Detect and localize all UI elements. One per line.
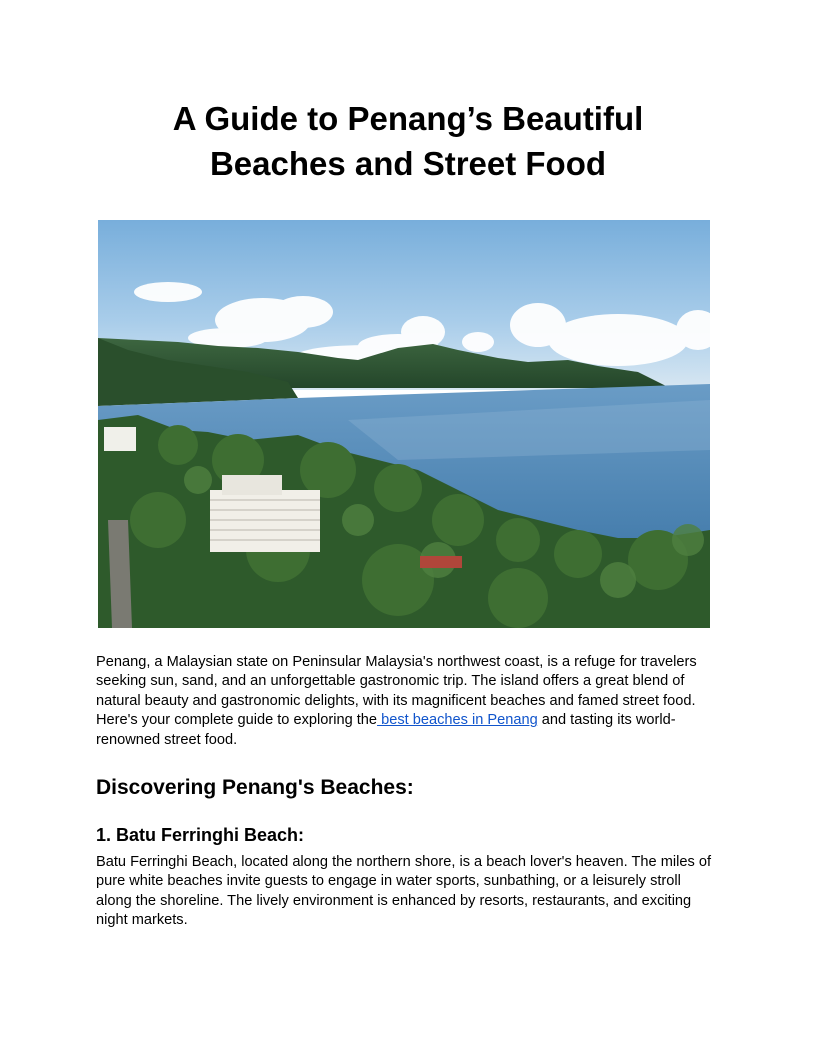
hero-image: [98, 220, 710, 628]
best-beaches-link[interactable]: best beaches in Penang: [377, 712, 538, 729]
intro-text-after-link: and tasting its world-renowned street food.: [96, 712, 676, 748]
title-line-2: Beaches and Street Food: [209, 145, 607, 182]
small-building: [104, 427, 136, 451]
subsection-heading: 1. Batu Ferringhi Beach:: [96, 825, 305, 845]
title-line-1: A Guide to Penang’s Beautiful: [172, 100, 644, 137]
intro-paragraph: [96, 653, 720, 750]
penang-coast-illustration: [98, 220, 710, 628]
document-title: [96, 96, 720, 186]
section-heading: Discovering Penang's Beaches:: [96, 776, 414, 799]
red-roof: [420, 556, 462, 568]
intro-text: Penang, a Malaysian state on Peninsular Malaysia's northwest coast, is a refuge for travelers seeking sun, sand, and an unforgettable gastronomic trip. The island offers a great blend of natural beauty and gastronomic delights, with its magnificent beaches and famed street food. Here's your complete guide to exploring the: [96, 654, 697, 729]
road: [108, 520, 132, 628]
batu-ferringhi-paragraph: Batu Ferringhi Beach, located along the northern shore, is a beach lover's heaven. The miles of pure white beaches invite guests to engage in water sports, sunbathing, or a leisurely stroll along the shoreline. The lively environment is enhanced by resorts, restaurants, and exciting night markets.: [96, 854, 712, 929]
